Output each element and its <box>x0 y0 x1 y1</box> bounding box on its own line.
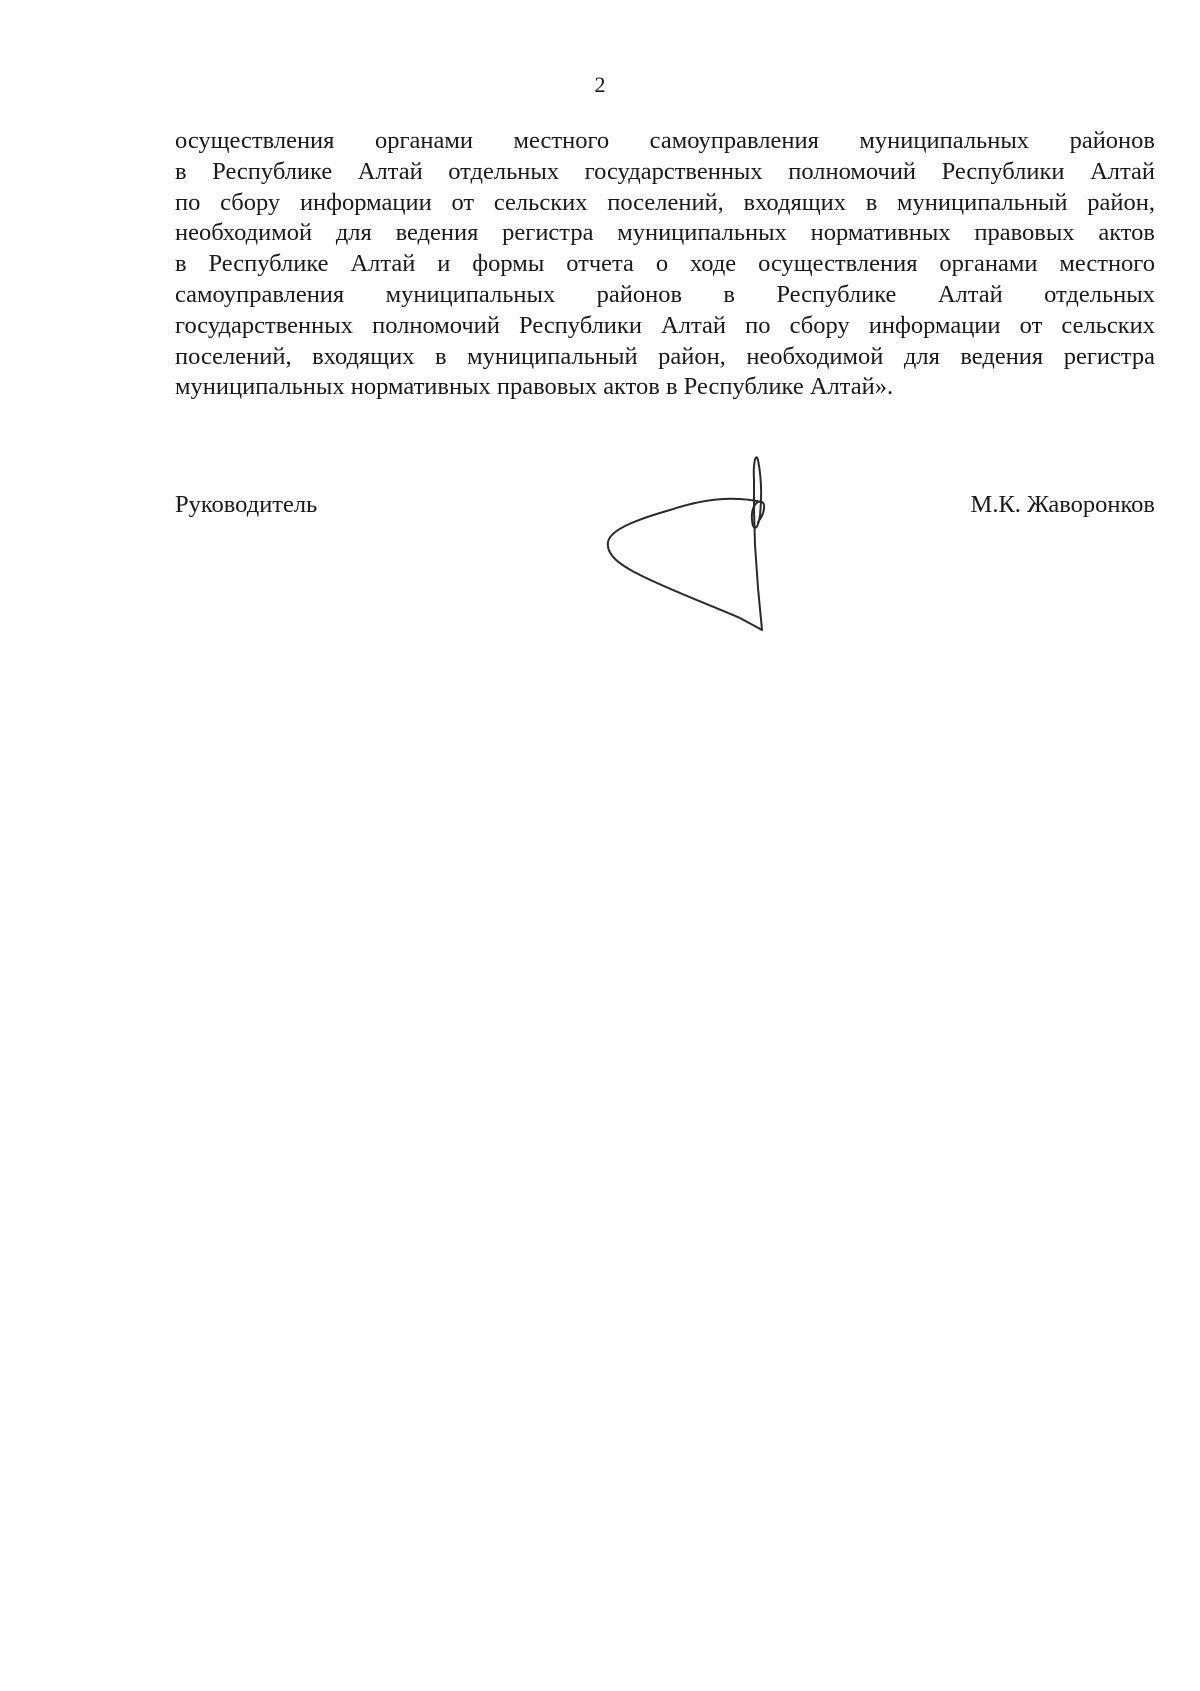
paragraph-line: осуществления органами местного самоуправления муниципальных районов <box>175 127 1155 154</box>
signer-title: Руководитель <box>175 491 318 518</box>
paragraph-line: необходимой для ведения регистра муниципальных нормативных правовых актов <box>175 219 1155 247</box>
paragraph-line: по сбору информации от сельских поселений, входящих в муниципальный район, <box>175 188 1155 216</box>
page-number: 2 <box>594 72 606 97</box>
paragraph-line: поселений, входящих в муниципальный район, необходимой для ведения регистра <box>175 342 1155 370</box>
paragraph-line: муниципальных нормативных правовых актов в Республике Алтай». <box>175 373 894 401</box>
body-paragraph <box>175 126 1155 403</box>
paragraph-line: государственных полномочий Республики Алтай по сбору информации от сельских <box>175 311 1155 339</box>
paragraph-line: в Республике Алтай и формы отчета о ходе осуществления органами местного <box>175 250 1155 278</box>
signer-name: М.К. Жаворонков <box>970 491 1155 518</box>
handwritten-signature <box>590 440 780 640</box>
paragraph-line: самоуправления муниципальных районов в Республике Алтай отдельных <box>175 280 1155 308</box>
paragraph-line: в Республике Алтай отдельных государственных полномочий Республики Алтай <box>175 157 1155 185</box>
